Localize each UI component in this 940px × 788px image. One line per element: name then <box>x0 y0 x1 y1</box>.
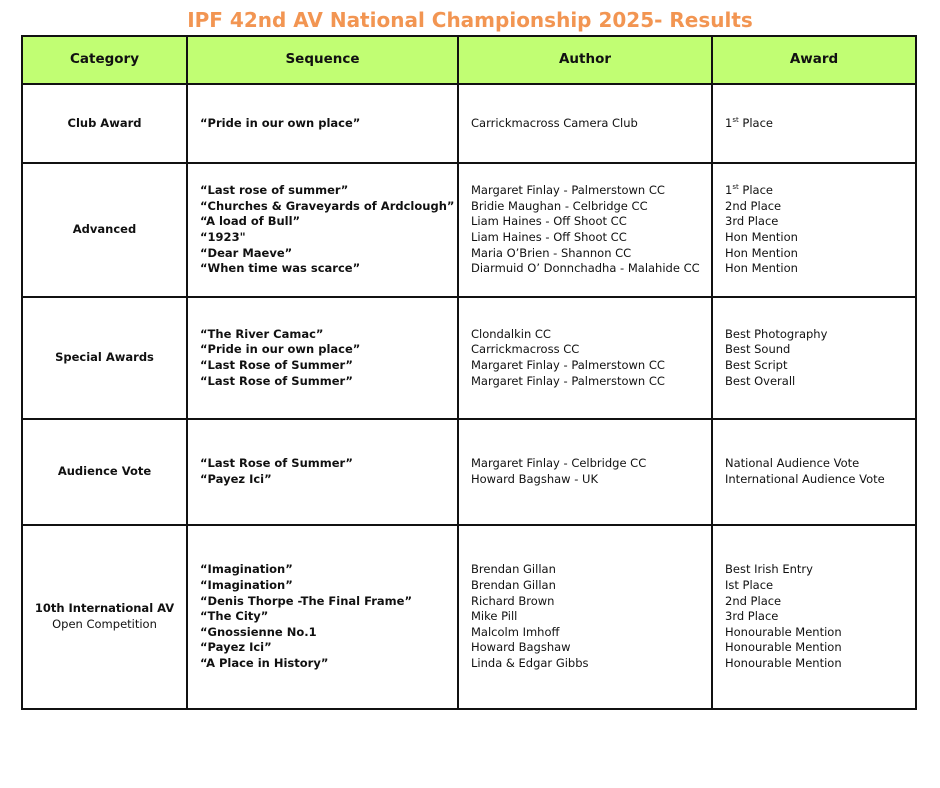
award-ordinal-suffix: st <box>732 183 739 192</box>
award-entry <box>725 342 914 358</box>
award-cell <box>712 419 916 525</box>
author-entry: Linda & Edgar Gibbs <box>471 655 589 670</box>
category-cell <box>22 419 187 525</box>
sequence-cell <box>187 297 458 419</box>
category-cell <box>22 84 187 163</box>
author-entry: Clondalkin CC <box>471 326 551 341</box>
award-main: 3rd Place <box>725 609 779 624</box>
award-entry <box>725 625 914 641</box>
sequence-entry: “The River Camac” <box>200 326 324 341</box>
author-entry: Brendan Gillan <box>471 562 556 577</box>
award-main: Best Overall <box>725 373 796 388</box>
award-entry <box>725 374 914 390</box>
author-cell <box>458 297 712 419</box>
award-entry <box>725 246 914 262</box>
header-award: Award <box>712 36 916 84</box>
author-cell <box>458 525 712 709</box>
sequence-cell <box>187 525 458 709</box>
award-entry <box>725 199 914 215</box>
sequence-entry: “Last rose of summer” <box>200 183 349 198</box>
category-cell <box>22 525 187 709</box>
sequence-entry: “Last Rose of Summer” <box>200 456 353 471</box>
header-sequence: Sequence <box>187 36 458 84</box>
award-main: 2nd Place <box>725 198 782 213</box>
award-main: Best Sound <box>725 342 791 357</box>
author-entry: Liam Haines - Off Shoot CC <box>471 230 627 244</box>
award-main: Hon Mention <box>725 230 798 244</box>
award-cell <box>712 297 916 419</box>
author-entry: Margaret Finlay - Palmerstown CC <box>471 183 665 198</box>
award-entry <box>725 214 914 230</box>
author-entry: Carrickmacross CC <box>471 342 580 357</box>
award-main: 2nd Place <box>725 593 782 608</box>
sequence-entry: “Payez Ici” <box>200 640 272 655</box>
sequence-cell <box>187 163 458 297</box>
award-ordinal-suffix: st <box>732 115 739 124</box>
award-main: Honourable Mention <box>725 655 842 670</box>
category-sublabel: Open Competition <box>52 617 157 631</box>
header-row <box>22 36 916 84</box>
award-cell <box>712 525 916 709</box>
award-main: National Audience Vote <box>725 456 860 471</box>
header-category: Category <box>22 36 187 84</box>
award-rest: Place <box>738 183 773 198</box>
award-entry <box>725 640 914 656</box>
award-main: International Audience Vote <box>725 472 885 486</box>
author-entry: Mike Pill <box>471 609 518 624</box>
author-entry: Margaret Finlay - Palmerstown CC <box>471 373 665 388</box>
table-row <box>22 297 916 419</box>
award-main: Hon Mention <box>725 261 798 276</box>
category-cell <box>22 163 187 297</box>
sequence-entry: “Churches & Graveyards of Ardclough” <box>200 198 455 213</box>
award-entry <box>725 594 914 610</box>
sequence-entry: “Imagination” <box>200 562 293 577</box>
author-entry: Richard Brown <box>471 593 555 608</box>
award-entry <box>725 358 914 374</box>
award-main: Honourable Mention <box>725 624 842 639</box>
page-title: IPF 42nd AV National Championship 2025- Results <box>187 8 753 32</box>
category-cell <box>22 297 187 419</box>
sequence-entry: “Pride in our own place” <box>200 342 361 357</box>
sequence-entry: “A load of Bull” <box>200 214 301 229</box>
table-row <box>22 419 916 525</box>
award-main: Best Photography <box>725 326 828 341</box>
table-row <box>22 525 916 709</box>
header-author: Author <box>458 36 712 84</box>
sequence-entry: “Dear Maeve” <box>200 245 293 260</box>
award-entry <box>725 456 914 472</box>
award-entry <box>725 562 914 578</box>
award-cell <box>712 84 916 163</box>
award-entry <box>725 578 914 594</box>
sequence-entry: “Imagination” <box>200 578 293 593</box>
category-label: 10th International AV <box>34 601 175 616</box>
author-entry: Carrickmacross Camera Club <box>471 115 638 130</box>
author-entry: Howard Bagshaw - UK <box>471 472 599 486</box>
award-main: 1 <box>725 115 733 130</box>
award-main: Hon Mention <box>725 245 798 260</box>
author-entry: Liam Haines - Off Shoot CC <box>471 214 627 229</box>
award-entry <box>725 327 914 343</box>
award-main: Best Irish Entry <box>725 562 813 577</box>
category-label: Special Awards <box>55 350 154 365</box>
award-entry <box>725 261 914 277</box>
results-body <box>22 84 916 709</box>
award-cell <box>712 163 916 297</box>
sequence-entry: “1923" <box>200 230 246 244</box>
award-entry <box>725 472 914 488</box>
category-label: Audience Vote <box>57 464 152 479</box>
author-entry: Brendan Gillan <box>471 578 556 593</box>
table-row <box>22 163 916 297</box>
author-entry: Margaret Finlay - Celbridge CC <box>471 456 647 471</box>
author-entry: Margaret Finlay - Palmerstown CC <box>471 358 665 372</box>
author-entry: Howard Bagshaw <box>471 640 571 655</box>
award-entry <box>725 230 914 246</box>
author-entry: Bridie Maughan - Celbridge CC <box>471 198 648 213</box>
results-table <box>21 35 917 710</box>
sequence-cell <box>187 84 458 163</box>
category-label: Club Award <box>67 115 142 130</box>
author-cell <box>458 163 712 297</box>
sequence-entry: “Payez Ici” <box>200 472 272 486</box>
sequence-entry: “When time was scarce” <box>200 261 361 276</box>
award-main: Honourable Mention <box>725 640 842 655</box>
award-main: Best Script <box>725 358 788 372</box>
sequence-entry: “Last Rose of Summer” <box>200 373 353 388</box>
award-main: Ist Place <box>725 578 774 593</box>
table-row <box>22 84 916 163</box>
category-label: Advanced <box>72 222 137 237</box>
award-main: 1 <box>725 183 733 198</box>
award-rest: Place <box>738 115 773 130</box>
award-entry <box>725 609 914 625</box>
author-entry: Diarmuid O’ Donnchadha - Malahide CC <box>471 261 700 276</box>
sequence-entry: “A Place in History” <box>200 655 329 670</box>
award-entry <box>725 656 914 672</box>
sequence-entry: “Denis Thorpe -The Final Frame” <box>200 593 413 608</box>
sequence-entry: “The City” <box>200 609 269 624</box>
author-entry: Maria O’Brien - Shannon CC <box>471 245 632 260</box>
award-entry <box>725 116 914 132</box>
author-cell <box>458 84 712 163</box>
author-entry: Malcolm Imhoff <box>471 624 560 639</box>
award-entry <box>725 183 914 199</box>
sequence-entry: “Pride in our own place” <box>200 115 361 130</box>
sequence-cell <box>187 419 458 525</box>
award-main: 3rd Place <box>725 214 779 229</box>
author-cell <box>458 419 712 525</box>
sequence-entry: “Gnossienne No.1 <box>200 624 317 639</box>
sequence-entry: “Last Rose of Summer” <box>200 358 353 372</box>
